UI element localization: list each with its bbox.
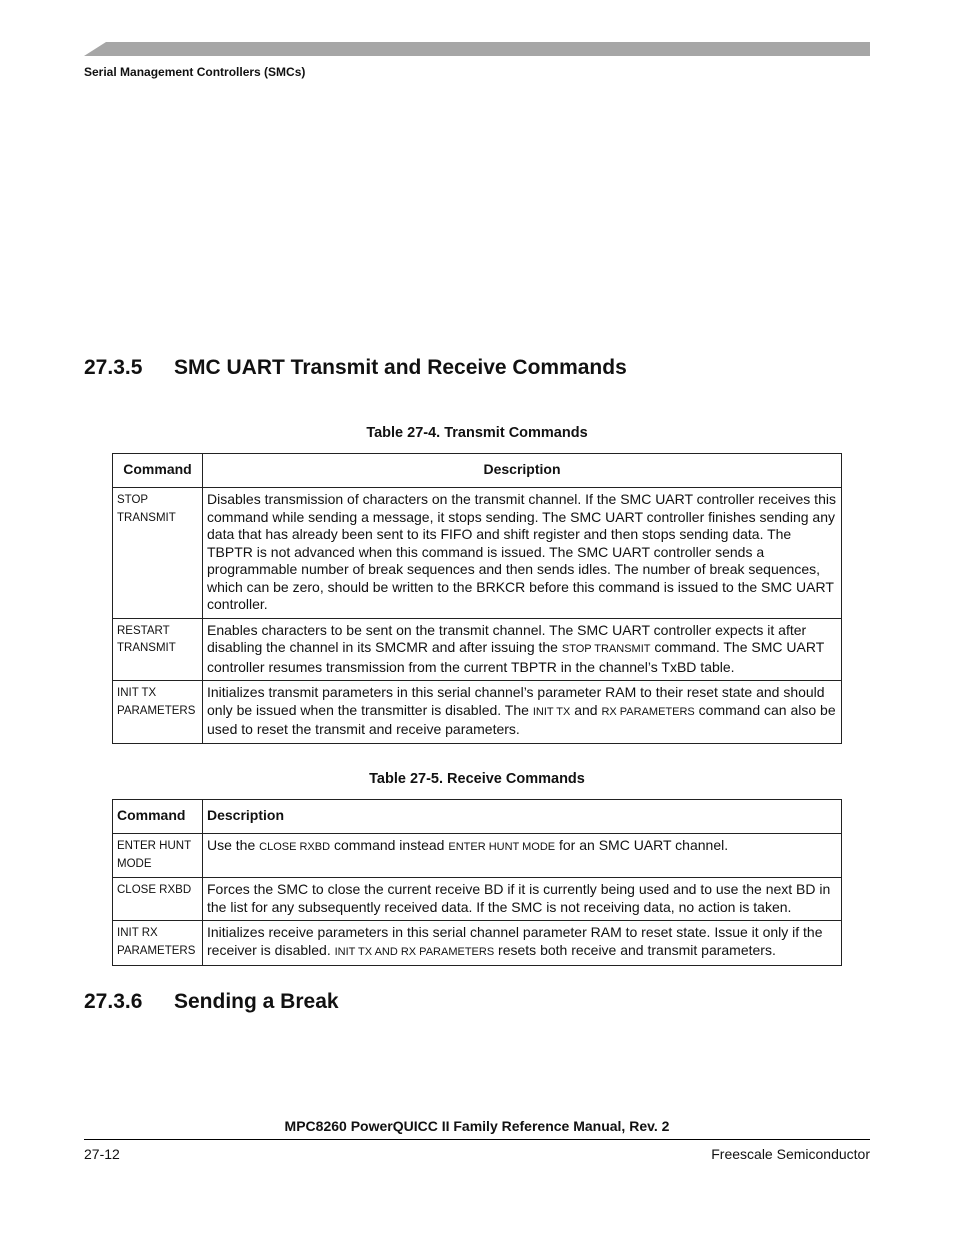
command-cell <box>113 618 203 681</box>
description-text: command instead <box>330 837 449 853</box>
command-name-line2: PARAMETERS <box>117 944 196 957</box>
table-row <box>113 921 842 966</box>
command-name-line1: STOP <box>117 494 149 506</box>
footer-divider <box>84 1139 870 1140</box>
description-text: Initializes transmit parameters in this serial channel’s parameter RAM to their reset state and should only be issued when the transmitter is disabled. The <box>207 684 825 718</box>
footer-page-number: 27-12 <box>84 1146 120 1162</box>
command-reference: ENTER HUNT MODE <box>448 841 556 853</box>
header-decorative-bar <box>84 42 870 56</box>
command-name-line1: INIT RX <box>117 927 158 939</box>
description-text: Use the <box>207 837 260 853</box>
command-cell <box>113 921 203 966</box>
table-row <box>113 681 842 744</box>
description-text: Enables characters to be sent on the transmit channel. The SMC UART controller expects it after disabling the channel in its SMCMR and after issuing the <box>207 621 807 655</box>
command-name-line1: INIT TX <box>117 687 157 699</box>
section-title: SMC UART Transmit and Receive Commands <box>174 356 627 379</box>
command-reference: INIT TX <box>532 705 571 718</box>
description-cell: Forces the SMC to close the current receive BD if it is currently being used and to use the next BD in the list for any subsequently received data. If the SMC is not receiving data, no action is taken. <box>203 878 842 921</box>
command-reference: INIT TX AND RX PARAMETERS <box>334 945 495 958</box>
description-text: resets both receive and transmit parameters. <box>494 941 776 958</box>
section-heading-27-3-5 <box>84 356 627 380</box>
command-reference: RX PARAMETERS <box>601 705 695 718</box>
command-name-line1: RESTART <box>117 624 170 637</box>
description-text: and <box>570 701 602 718</box>
command-cell <box>113 878 203 921</box>
column-header-command: Command <box>113 454 203 488</box>
footer-company: Freescale Semiconductor <box>711 1146 870 1162</box>
command-cell <box>113 681 203 744</box>
column-header-command: Command <box>113 800 203 834</box>
section-number: 27.3.5 <box>84 356 143 379</box>
table-row <box>113 488 842 619</box>
description-cell <box>203 921 842 966</box>
description-text: command can also be used to reset the transmit and receive parameters. <box>207 701 836 737</box>
section-number: 27.3.6 <box>84 990 143 1013</box>
command-name-line2: PARAMETERS <box>117 704 196 717</box>
description-cell <box>203 834 842 878</box>
table-row <box>113 618 842 681</box>
command-reference: CLOSE RXBD <box>259 841 331 853</box>
table-caption-receive: Table 27-5. Receive Commands <box>369 771 585 787</box>
footer-manual-title: MPC8260 PowerQUICC II Family Reference Manual, Rev. 2 <box>284 1118 670 1134</box>
running-header-title: Serial Management Controllers (SMCs) <box>84 65 306 79</box>
table-caption-transmit: Table 27-4. Transmit Commands <box>366 425 588 441</box>
column-header-description: Description <box>203 800 842 834</box>
description-cell <box>203 681 842 744</box>
table-header-row <box>113 454 842 488</box>
command-name-line1: ENTER HUNT <box>117 840 192 852</box>
description-cell: Disables transmission of characters on the transmit channel. If the SMC UART controller receives this command while sending a message, it stops sending. The SMC UART controller finishes sending any data that has already been sent to its FIFO and shift register and then stops sending data. The TBPTR is not advanced when this command is issued. The SMC UART controller sends a programmable number of break sequences and then sends idles. The number of break sequences, which can be zero, should be written to the BRKCR before this command is issued to the SMC UART controller. <box>203 488 842 619</box>
command-cell <box>113 488 203 619</box>
command-reference: STOP TRANSMIT <box>561 643 651 655</box>
section-title: Sending a Break <box>174 990 339 1013</box>
section-heading-27-3-6 <box>84 990 339 1014</box>
transmit-commands-table <box>112 453 842 744</box>
table-header-row <box>113 800 842 834</box>
description-text: Initializes receive parameters in this serial channel parameter RAM to reset state. Issue it only if the receiver is disabled. <box>207 924 823 958</box>
description-cell <box>203 618 842 681</box>
table-row <box>113 834 842 878</box>
command-name-line2: TRANSMIT <box>117 511 176 524</box>
description-text: for an SMC UART channel. <box>555 837 729 853</box>
command-name-line2: TRANSMIT <box>117 642 176 654</box>
description-text: command. The SMC UART controller resumes transmission from the current TBPTR in the channel’s TxBD table. <box>207 639 825 675</box>
table-row <box>113 878 842 921</box>
receive-commands-table <box>112 799 842 966</box>
command-cell <box>113 834 203 878</box>
command-name-line2: MODE <box>117 857 152 870</box>
column-header-description: Description <box>203 454 842 488</box>
command-name-line1: CLOSE RXBD <box>117 884 192 896</box>
